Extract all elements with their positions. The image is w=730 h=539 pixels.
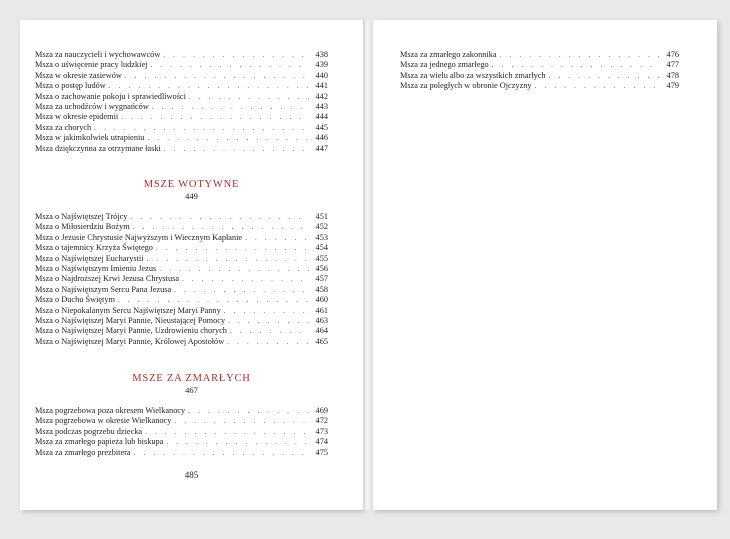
toc-entry-page: 476 [666,49,679,59]
toc-entry[interactable] [35,264,328,274]
book-spine [363,20,373,510]
section-page-votive: 449 [185,191,198,201]
toc-entry[interactable] [35,222,328,232]
leader-dots [224,306,309,316]
toc-entry-page: 442 [315,91,328,101]
toc-entry-title: Msza o Niepokalanym Sercu Najświętszej Maryi Panny [35,305,221,315]
toc-entry-page: 441 [315,81,328,91]
page-number: 485 [184,470,199,480]
toc-entry-page: 453 [315,232,328,242]
toc-list-votive [35,212,328,347]
toc-entry-page: 439 [315,60,328,70]
toc-entry-title: Msza dziękczynna za otrzymane łaski [35,143,161,153]
leader-dots [174,285,309,295]
toc-entry[interactable] [35,406,328,416]
toc-entry-title: Msza o Najświętszym Sercu Pana Jezusa [35,284,172,294]
toc-entry[interactable] [35,274,328,284]
toc-entry-page: 444 [315,112,328,122]
leader-dots [500,50,660,60]
toc-entry[interactable] [35,416,328,426]
toc-entry[interactable] [35,123,328,133]
toc-entry[interactable] [35,92,328,102]
leader-dots [156,243,309,253]
toc-entry-page: 464 [315,326,328,336]
toc-entry-title: Msza o Najdroższej Krwi Jezusa Chrystusa [35,274,180,284]
toc-entry-page: 457 [315,274,328,284]
toc-entry-title: Msza pogrzebowa w okresie Wielkanocy [35,416,172,426]
toc-entry[interactable] [35,212,328,222]
leader-dots [227,337,309,347]
leader-dots [145,427,309,437]
toc-entry[interactable] [35,133,328,143]
leader-dots [118,295,309,305]
toc-entry-title: Msza o Duchu Świętym [35,295,115,305]
toc-entry[interactable] [35,254,328,264]
toc-entry-page: 447 [315,143,328,153]
leader-dots [130,212,309,222]
toc-entry[interactable] [400,81,679,91]
toc-entry-page: 479 [666,81,679,91]
toc-entry-page: 452 [315,222,328,232]
toc-entry-page: 454 [315,243,328,253]
leader-dots [174,416,309,426]
toc-list-continued [400,50,679,92]
toc-entry-title: Msza o Jezusie Chrystusie Najwyższym i Wiecznym Kapłanie [35,232,243,242]
toc-entry-title: Msza o postęp ludów [35,81,106,91]
toc-entry[interactable] [35,60,328,70]
leader-dots [147,254,309,264]
toc-entry-title: Msza za wielu albo za wszystkich zmarłych [400,70,546,80]
toc-entry-title: Msza za poległych w obronie Ojczyzny [400,81,532,91]
toc-entry-page: 458 [315,284,328,294]
leader-dots [230,326,309,336]
toc-entry[interactable] [35,144,328,154]
leader-dots [189,92,309,102]
toc-entry-page: 461 [315,305,328,315]
toc-entry-page: 474 [315,437,328,447]
toc-entry-page: 446 [315,133,328,143]
toc-entry-title: Msza w okresie epidemii [35,112,119,122]
leader-dots [182,274,309,284]
toc-entry[interactable] [35,437,328,447]
toc-entry[interactable] [400,50,679,60]
toc-entry-title: Msza o Najświętszej Trójcy [35,211,128,221]
toc-entry-title: Msza w jakimkolwiek utrapieniu [35,133,145,143]
section-heading-dead: MSZE ZA ZMARŁYCH [132,373,251,384]
leader-dots [535,81,660,91]
toc-entry-page: 472 [315,416,328,426]
toc-entry[interactable] [35,427,328,437]
toc-entry-title: Msza o Najświętszej Maryi Pannie, Uzdrowieniu chorych [35,326,227,336]
toc-entry-title: Msza pogrzebowa poza okresem Wielkanocy [35,405,186,415]
toc-entry-page: 460 [315,295,328,305]
toc-entry-page: 465 [315,336,328,346]
leader-dots [228,316,309,326]
toc-entry[interactable] [400,60,679,70]
toc-entry-title: Msza podczas pogrzebu dziecka [35,426,143,436]
leader-dots [134,448,309,458]
toc-entry-page: 475 [315,447,328,457]
toc-entry-page: 463 [315,315,328,325]
toc-entry-page: 445 [315,122,328,132]
toc-entry-page: 455 [315,253,328,263]
toc-entry-page: 477 [666,60,679,70]
toc-entry[interactable] [35,285,328,295]
toc-entry-title: Msza o Najświętszej Eucharystii [35,253,144,263]
toc-entry[interactable] [35,112,328,122]
toc-entry[interactable] [400,71,679,81]
leader-dots [147,133,309,143]
toc-entry-title: Msza o Miłosierdziu Bożym [35,222,130,232]
toc-entry[interactable] [35,81,328,91]
toc-entry[interactable] [35,102,328,112]
toc-entry-title: Msza o uświęcenie pracy ludzkiej [35,60,148,70]
section-heading-votive: MSZE WOTYWNE [143,179,240,190]
toc-entry[interactable] [35,295,328,305]
toc-entry-title: Msza w okresie zasiewów [35,70,122,80]
toc-entry-page: 440 [315,70,328,80]
leader-dots [188,406,309,416]
toc-entry-title: Msza o Najświętszym Imieniu Jezus [35,263,157,273]
toc-entry[interactable] [35,243,328,253]
leader-dots [109,81,309,91]
toc-entry-page: 438 [315,49,328,59]
toc-entry-title: Msza za zmarłego zakonnika [400,49,497,59]
toc-entry-page: 456 [315,263,328,273]
toc-entry-title: Msza za jednego zmarłego [400,60,489,70]
toc-entry-page: 451 [315,211,328,221]
toc-entry-title: Msza za nauczycieli i wychowawców [35,49,161,59]
leader-dots [163,50,309,60]
leader-dots [492,60,660,70]
right-page [373,20,717,510]
toc-entry-page: 469 [315,405,328,415]
toc-entry[interactable] [35,71,328,81]
toc-entry-title: Msza za zmarłego papieża lub biskupa [35,437,164,447]
leader-dots [152,102,309,112]
toc-entry[interactable] [35,50,328,60]
leader-dots [245,233,309,243]
left-page [20,20,363,510]
leader-dots [549,71,660,81]
toc-entry-title: Msza o Najświętszej Maryi Pannie, Nieustającej Pomocy [35,315,226,325]
leader-dots [150,60,309,70]
leader-dots [133,222,309,232]
leader-dots [159,264,309,274]
toc-entry[interactable] [35,233,328,243]
toc-entry-page: 443 [315,101,328,111]
toc-entry[interactable] [35,306,328,316]
toc-entry-title: Msza o zachowanie pokoju i sprawiedliwości [35,91,186,101]
toc-entry-title: Msza o Najświętszej Maryi Pannie, Królowej Apostołów [35,336,225,346]
leader-dots [166,437,309,447]
toc-entry-title: Msza za zmarłego prezbitera [35,447,131,457]
toc-entry-page: 473 [315,426,328,436]
toc-list-general [35,50,328,154]
toc-entry-page: 478 [666,70,679,80]
leader-dots [164,144,309,154]
leader-dots [125,71,309,81]
toc-entry[interactable] [35,316,328,326]
toc-entry[interactable] [35,337,328,347]
leader-dots [121,112,309,122]
toc-entry-title: Msza za uchodźców i wygnańców [35,101,149,111]
toc-entry[interactable] [35,326,328,336]
leader-dots [94,123,309,133]
toc-list-dead [35,406,328,458]
toc-entry-title: Msza o tajemnicy Krzyża Świętego [35,243,153,253]
toc-entry[interactable] [35,448,328,458]
toc-entry-title: Msza za chorych [35,122,92,132]
section-page-dead: 467 [185,385,198,395]
